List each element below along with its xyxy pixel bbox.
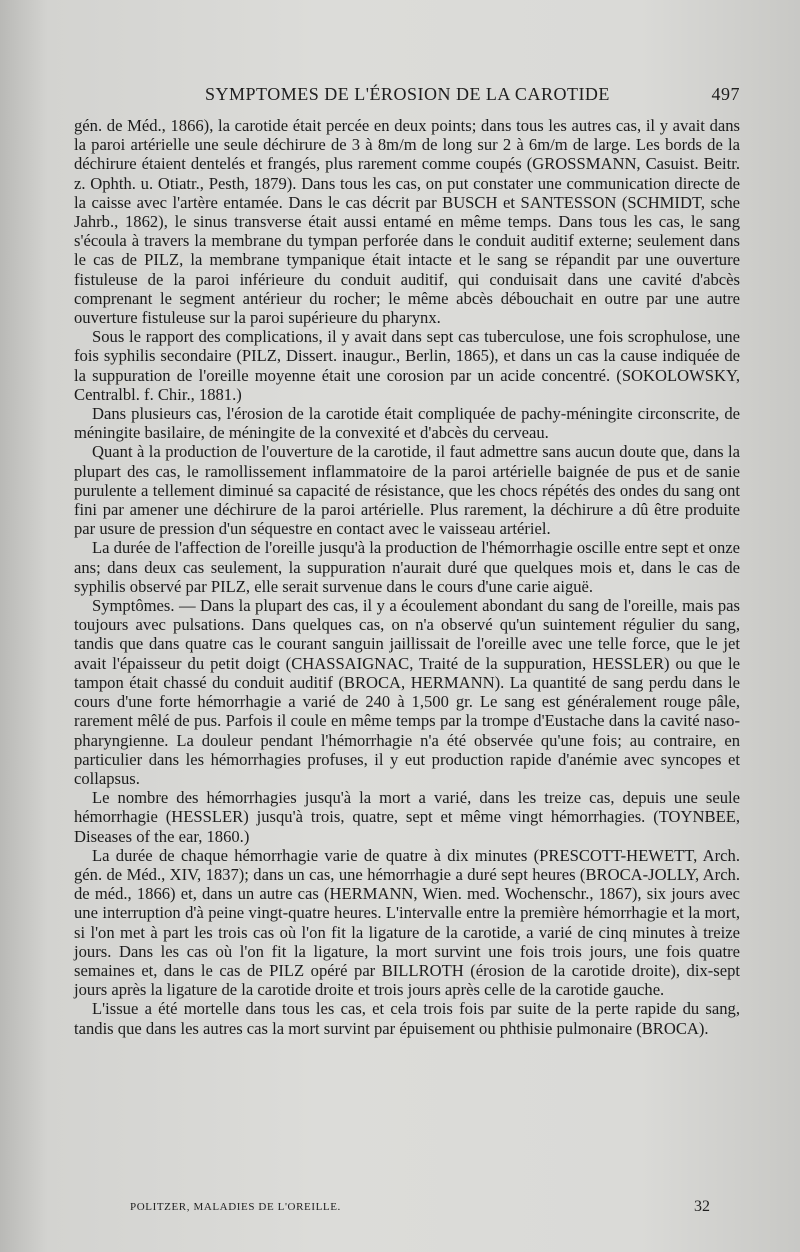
paragraph: Sous le rapport des complications, il y avait dans sept cas tuberculose, une fois scrophulose, une fois syphilis secondaire (PILZ, Dissert. inaugur., Berlin, 1865), et dans un cas la cause indiquée de la suppuration de l'oreille moyenne était une corosion par un acide concentré. (SOKOLOWSKY, Centralbl. f. Chir., 1881.) xyxy=(74,327,740,404)
signature-mark: 32 xyxy=(694,1198,710,1215)
header-title: SYMPTOMES DE L'ÉROSION DE LA CAROTIDE xyxy=(205,84,610,104)
page-footer xyxy=(130,1198,710,1220)
paragraph: Symptômes. — Dans la plupart des cas, il y a écoulement abondant du sang de l'oreille, mais pas toujours avec pulsations. Dans quelques cas, on n'a observé qu'un suintement régulier du sang, tandis que dans quatre cas le courant sanguin jaillissait de l'oreille avec une telle force, que le jet avait l'épaisseur du petit doigt (CHASSAIGNAC, Traité de la suppuration, HESSLER) ou que le tampon était chassé du conduit auditif (BROCA, HERMANN). La quantité de sang perdu dans le cours d'une forte hémorrhagie a varié de 240 à 1,500 gr. Le sang est généralement rouge pâle, rarement mêlé de pus. Parfois il coule en même temps par la trompe d'Eustache dans la cavité naso-pharyngienne. La douleur pendant l'hémorrhagie n'a été observée qu'une fois; au contraire, en particulier dans les hémorrhagies profuses, il y eut production rapide d'anémie avec syncopes et collapsus. xyxy=(74,596,740,788)
footer-running-title: POLITZER, MALADIES DE L'OREILLE. xyxy=(130,1201,341,1213)
paragraph: gén. de Méd., 1866), la carotide était percée en deux points; dans tous les autres cas, il y avait dans la paroi artérielle une seule déchirure de 3 à 8m/m de long sur 2 à 6m/m de large. Les bords de la déchirure étaient dentelés et frangés, plus rarement comme coupés (GROSSMANN, Casuist. Beitr. z. Ophth. u. Otiatr., Pesth, 1879). Dans tous les cas, on put constater une communication directe de la caisse avec l'artère entamée. Dans le cas décrit par BUSCH et SANTESSON (SCHMIDT, sche Jahrb., 1862), le sinus transverse était aussi entamé en même temps. Dans tous les cas, le sang s'écoula à travers la membrane du tympan perforée dans le conduit auditif externe; seulement dans le cas de PILZ, la membrane tympanique était intacte et le sang se répandit par une ouverture fistuleuse de la paroi inférieure du conduit auditif, qui conduisait dans une cavité d'abcès comprenant le segment antérieur du rocher; le même abcès débouchait en outre par une autre ouverture fistuleuse sur la paroi supérieure du pharynx. xyxy=(74,116,740,328)
paragraph: L'issue a été mortelle dans tous les cas, et cela trois fois par suite de la perte rapide du sang, tandis que dans les autres cas la mort survint par épuisement ou phthisie pulmonaire (BROCA). xyxy=(74,999,740,1038)
page-number: 497 xyxy=(711,84,740,104)
body-text xyxy=(74,116,740,1038)
paragraph: Quant à la production de l'ouverture de la carotide, il faut admettre sans aucun doute que, dans la plupart des cas, le ramollissement inflammatoire de la paroi artérielle baignée de pus et de sanie purulente a tellement diminué sa capacité de résistance, que les chocs répétés des ondes du sang ont fini par amener une déchirure de la paroi artérielle. Plus rarement, la déchirure a dû être produite par usure de pression d'un séquestre en contact avec le vaisseau artériel. xyxy=(74,442,740,539)
paragraph: Dans plusieurs cas, l'érosion de la carotide était compliquée de pachy-méningite circonscrite, de méningite basilaire, de méningite de la convexité et d'abcès du cerveau. xyxy=(74,404,740,443)
paragraph: La durée de l'affection de l'oreille jusqu'à la production de l'hémorrhagie oscille entre sept et onze ans; dans deux cas seulement, la suppuration n'aurait duré que quelques mois et, dans le cas de syphilis observé par PILZ, elle serait survenue dans le cours d'une carie aiguë. xyxy=(74,538,740,596)
paragraph: La durée de chaque hémorrhagie varie de quatre à dix minutes (PRESCOTT-HEWETT, Arch. gén. de Méd., XIV, 1837); dans un cas, une hémorrhagie a duré sept heures (BROCA-JOLLY, Arch. de méd., 1866) et, dans un autre cas (HERMANN, Wien. med. Wochenschr., 1867), six jours avec une interruption d'à peine vingt-quatre heures. L'intervalle entre la première hémorrhagie et la mort, si l'on met à part les trois cas où l'on fit la ligature de la carotide, a varié de cinq minutes à treize jours. Dans les cas où l'on fit la ligature, la mort survint une fois trois jours, une fois quatre semaines et, dans le cas de PILZ opéré par BILLROTH (érosion de la carotide droite), dix-sept jours après la ligature de la carotide droite et trois jours après celle de la carotide gauche. xyxy=(74,845,740,1000)
running-header xyxy=(75,84,740,110)
paragraph: Le nombre des hémorrhagies jusqu'à la mort a varié, dans les treize cas, depuis une seule hémorrhagie (HESSLER) jusqu'à trois, quatre, sept et même vingt hémorrhagies. (TOYNBEE, Diseases of the ear, 1860.) xyxy=(74,788,740,846)
